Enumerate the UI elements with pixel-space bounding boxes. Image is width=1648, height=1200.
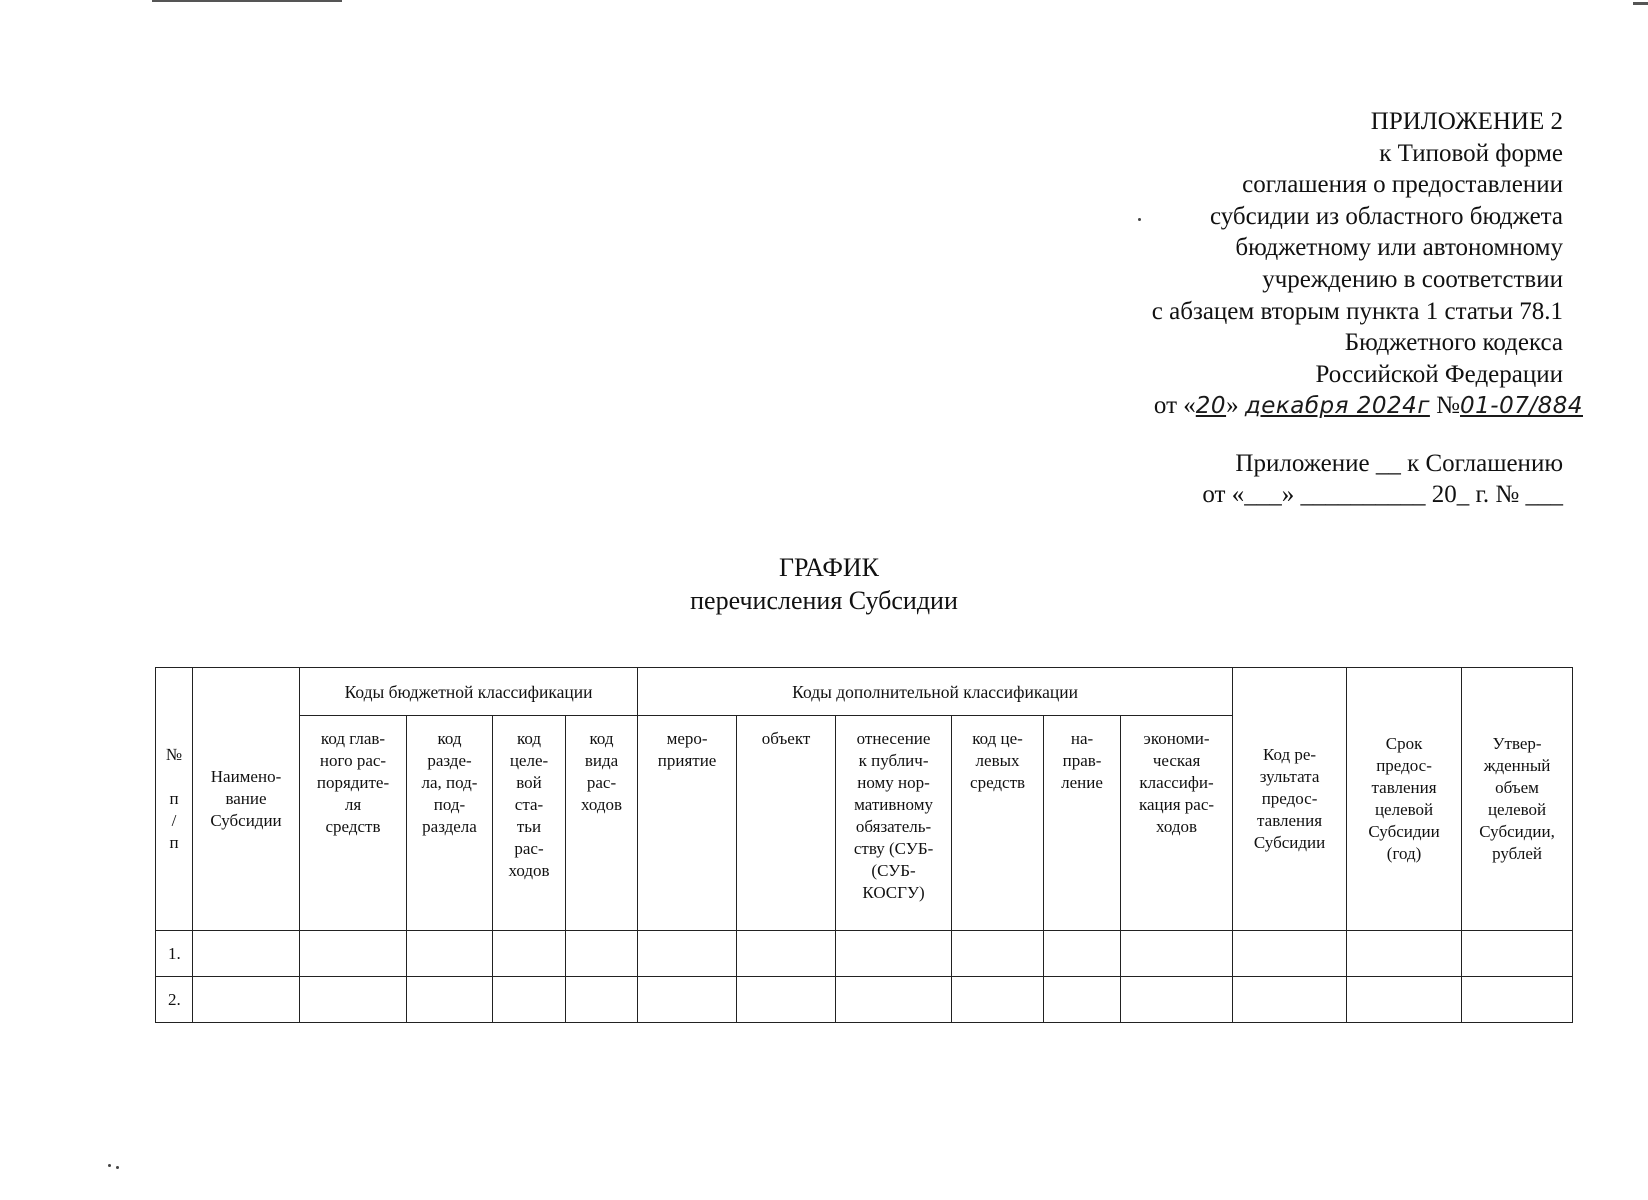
scan-artifact-line <box>152 0 342 2</box>
appendix-line: учреждению в соответствии <box>1262 265 1563 293</box>
table-cell[interactable] <box>1121 977 1233 1023</box>
table-cell[interactable] <box>737 977 836 1023</box>
handwritten-month-year: декабря 2024г <box>1244 393 1430 420</box>
title-sub: перечисления Субсидии <box>690 586 958 615</box>
date-prefix: от « <box>1153 392 1196 420</box>
table-cell[interactable] <box>1121 931 1233 977</box>
header-subsidy-name: Наимено- вание Субсидии <box>193 668 300 931</box>
appendix-line: соглашения о предоставлении <box>1242 171 1563 199</box>
row-number: 1. <box>156 931 193 977</box>
transfer-schedule-table <box>155 667 1573 1023</box>
table-cell[interactable] <box>1044 977 1121 1023</box>
header-budget-col: код вида рас- ходов <box>566 716 638 931</box>
attachment-line-2: от «___» __________ 20_ г. № ___ <box>1202 481 1563 508</box>
appendix-line: Российской Федерации <box>1315 360 1563 388</box>
table-cell[interactable] <box>566 977 638 1023</box>
header-budget-col: код целе- вой ста- тьи рас- ходов <box>493 716 566 931</box>
table-cell[interactable] <box>836 931 952 977</box>
scan-artifact-mark <box>1633 2 1648 5</box>
date-close: » <box>1226 392 1239 420</box>
table-cell[interactable] <box>1347 931 1462 977</box>
table-cell[interactable] <box>407 977 493 1023</box>
header-additional-col: экономи- ческая классифи- кация рас- ходов <box>1121 716 1233 931</box>
header-additional-codes: Коды дополнительной классификации <box>638 668 1233 716</box>
row-number: 2. <box>156 977 193 1023</box>
header-budget-col: код разде- ла, под- под- раздела <box>407 716 493 931</box>
header-additional-col: отнесение к публич- ному нор- мативному обязатель- ству (СУБ- (СУБ- КОСГУ) <box>836 716 952 931</box>
number-sign: № <box>1436 392 1461 420</box>
attachment-line-1: Приложение __ к Соглашению <box>1235 450 1563 477</box>
header-budget-codes: Коды бюджетной классификации <box>300 668 638 716</box>
appendix-date-line <box>1152 390 1583 423</box>
table-cell[interactable] <box>638 977 737 1023</box>
table-cell[interactable] <box>1462 977 1573 1023</box>
appendix-line: Бюджетного кодекса <box>1344 329 1563 357</box>
table-cell[interactable] <box>493 931 566 977</box>
table-cell[interactable] <box>1462 931 1573 977</box>
table-row <box>156 977 1573 1023</box>
table-cell[interactable] <box>836 977 952 1023</box>
scan-artifact-dot <box>1138 218 1141 221</box>
attachment-header <box>1202 448 1563 510</box>
header-budget-col: код глав- ного рас- порядите- ля средств <box>300 716 407 931</box>
header-additional-col: объект <box>737 716 836 931</box>
appendix-line: субсидии из областного бюджета <box>1209 202 1563 230</box>
appendix-line: с абзацем вторым пункта 1 статьи 78.1 <box>1151 297 1563 325</box>
header-additional-col: код це- левых средств <box>952 716 1044 931</box>
table-cell[interactable] <box>193 931 300 977</box>
table-cell[interactable] <box>193 977 300 1023</box>
table-cell[interactable] <box>566 931 638 977</box>
table-cell[interactable] <box>1347 977 1462 1023</box>
appendix-line: ПРИЛОЖЕНИЕ 2 <box>1370 108 1563 135</box>
table-cell[interactable] <box>300 931 407 977</box>
appendix-line: бюджетному или автономному <box>1235 234 1563 262</box>
header-additional-col: меро- приятие <box>638 716 737 931</box>
table-cell[interactable] <box>407 931 493 977</box>
header-result-code: Код ре- зультата предос- тавления Субсидии <box>1233 668 1347 931</box>
table-row <box>156 931 1573 977</box>
header-term: Срок предос- тавления целевой Субсидии (год) <box>1347 668 1462 931</box>
handwritten-number: 01-07/884 <box>1460 393 1583 420</box>
title-main: ГРАФИК <box>779 553 879 582</box>
header-number: № п / п <box>156 668 193 931</box>
document-title <box>0 551 1648 617</box>
table-cell[interactable] <box>638 931 737 977</box>
scan-artifact-dot <box>108 1164 111 1167</box>
appendix-header <box>1151 106 1583 423</box>
table-cell[interactable] <box>1233 931 1347 977</box>
table-cell[interactable] <box>300 977 407 1023</box>
table-cell[interactable] <box>737 931 836 977</box>
table-cell[interactable] <box>952 931 1044 977</box>
scan-artifact-dot <box>116 1166 119 1169</box>
table-cell[interactable] <box>1233 977 1347 1023</box>
handwritten-day: 20 <box>1195 393 1227 420</box>
appendix-line: к Типовой форме <box>1379 139 1563 167</box>
header-additional-col: на- прав- ление <box>1044 716 1121 931</box>
header-amount: Утвер- жденный объем целевой Субсидии, рублей <box>1462 668 1573 931</box>
table-cell[interactable] <box>493 977 566 1023</box>
table-cell[interactable] <box>952 977 1044 1023</box>
table-cell[interactable] <box>1044 931 1121 977</box>
